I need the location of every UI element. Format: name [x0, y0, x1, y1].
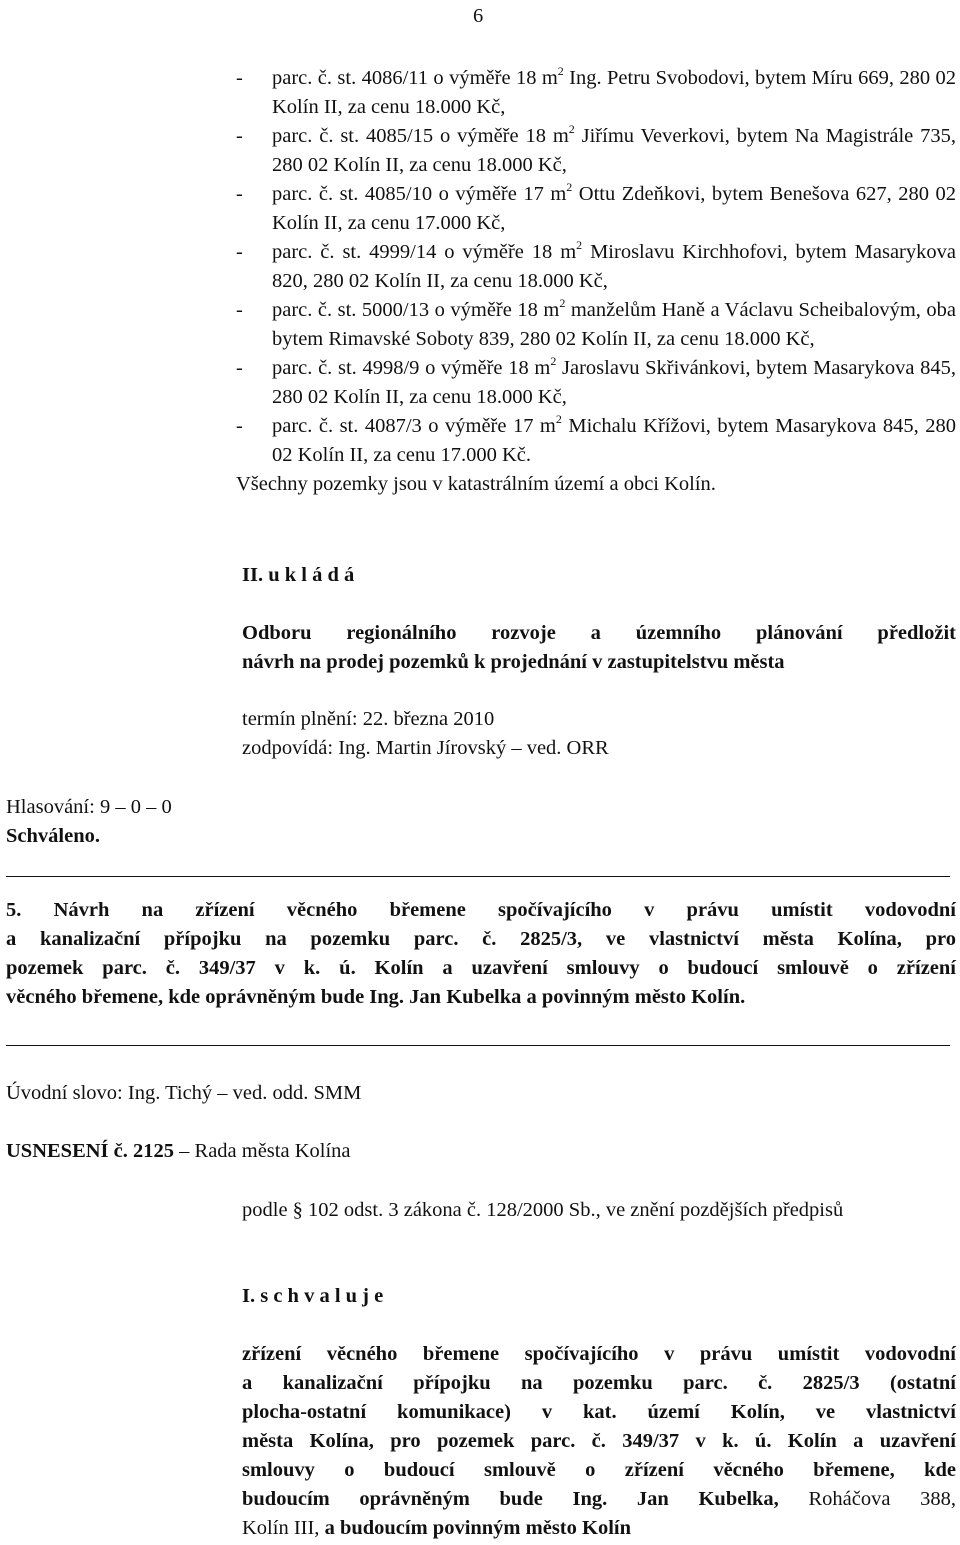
divider: [6, 876, 950, 877]
list-dash: -: [236, 415, 243, 437]
parcel-text: parc. č. st. 4085/10 o výměře 17 m: [272, 183, 567, 205]
deadline-block: [242, 705, 956, 763]
vote-result: Hlasování: 9 – 0 – 0: [6, 796, 172, 818]
intro-word: Úvodní slovo: Ing. Tichý – ved. odd. SMM: [6, 1082, 362, 1104]
resolution-heading: [6, 1137, 351, 1166]
section-ii-heading: II. u k l á d á: [242, 564, 355, 586]
parcel-rest: Michalu Křížovi, bytem Masarykova 845, 280 02 Kolín II, za cenu 17.000 Kč.: [272, 415, 956, 466]
item-5-line: a kanalizační přípojku na pozemku parc. č. 2825/3, ve vlastnictví města Kolína, pro: [6, 928, 956, 950]
superscript: 2: [568, 122, 575, 136]
superscript: 2: [550, 354, 557, 368]
list-dash: -: [236, 357, 243, 379]
resolution-body: – Rada města Kolína: [174, 1140, 351, 1162]
approval-line: smlouvy o budoucí smlouvě o zřízení věcného břemene, kde: [242, 1459, 956, 1481]
parcel-text: parc. č. st. 4087/3 o výměře 17 m: [272, 415, 556, 437]
superscript: 2: [555, 412, 562, 426]
approval-address: Roháčova 388,: [778, 1488, 956, 1510]
approval-line: města Kolína, pro pozemek parc. č. 349/37 v k. ú. Kolín a uzavření: [242, 1430, 956, 1452]
approval-address: Kolín III,: [242, 1517, 320, 1539]
instruction-line: návrh na prodej pozemků k projednání v zastupitelstvu města: [242, 651, 785, 673]
parcel-text: parc. č. st. 5000/13 o výměře 18 m: [272, 299, 560, 321]
list-item: [236, 354, 956, 412]
resolution-number: USNESENÍ č. 2125: [6, 1140, 175, 1162]
parcel-text: parc. č. st. 4085/15 o výměře 18 m: [272, 125, 569, 147]
parcel-list: [236, 64, 956, 499]
parcel-text: parc. č. st. 4998/9 o výměře 18 m: [272, 357, 551, 379]
parcel-rest: manželům Haně a Václavu Scheibalovým, oba bytem Rimavské Soboty 839, 280 02 Kolín II, za cenu 18.000 Kč,: [272, 299, 956, 350]
approval-bold: budoucím oprávněným bude Ing. Jan Kubelka,: [242, 1488, 779, 1510]
list-item: [236, 64, 956, 122]
approval-line: zřízení věcného břemene spočívajícího v právu umístit vodovodní: [242, 1343, 956, 1365]
item-5-line: 5. Návrh na zřízení věcného břemene spočívajícího v právu umístit vodovodní: [6, 899, 956, 921]
parcel-rest: Jaroslavu Skřivánkovi, bytem Masarykova 845, 280 02 Kolín II, za cenu 18.000 Kč,: [272, 357, 956, 408]
parcel-rest: Jiřímu Veverkovi, bytem Na Magistrále 735, 280 02 Kolín II, za cenu 18.000 Kč,: [272, 125, 956, 176]
legal-basis: podle § 102 odst. 3 zákona č. 128/2000 Sb., ve znění pozdějších předpisů: [242, 1199, 844, 1221]
parcel-rest: Miroslavu Kirchhofovi, bytem Masarykova 820, 280 02 Kolín II, za cenu 18.000 Kč,: [272, 241, 956, 292]
list-dash: -: [236, 241, 243, 263]
item-5-line: věcného břemene, kde oprávněným bude Ing. Jan Kubelka a povinným město Kolín.: [6, 986, 746, 1008]
page-number: 6: [473, 5, 484, 27]
list-item: [236, 412, 956, 470]
list-item: [236, 180, 956, 238]
deadline: termín plnění: 22. března 2010: [242, 708, 495, 730]
item-5-title: [6, 896, 956, 1012]
vote-block: [6, 793, 172, 851]
parcel-rest: Ing. Petru Svobodovi, bytem Míru 669, 280 02 Kolín II, za cenu 18.000 Kč,: [272, 67, 956, 118]
item-5-line: pozemek parc. č. 349/37 v k. ú. Kolín a uzavření smlouvy o budoucí smlouvě o zřízení: [6, 957, 956, 979]
approval-line: a kanalizační přípojku na pozemku parc. č. 2825/3 (ostatní: [242, 1372, 956, 1394]
list-dash: -: [236, 183, 243, 205]
parcel-text: parc. č. st. 4086/11 o výměře 18 m: [272, 67, 558, 89]
approve-heading: I. s c h v a l u j e: [242, 1285, 384, 1307]
superscript: 2: [557, 64, 564, 78]
divider: [6, 1045, 950, 1046]
approval-text: [242, 1340, 956, 1543]
parcels-summary: Všechny pozemky jsou v katastrálním území a obci Kolín.: [236, 473, 716, 495]
approval-line: [242, 1514, 956, 1543]
responsible-person: zodpovídá: Ing. Martin Jírovský – ved. ORR: [242, 737, 609, 759]
approval-line: [242, 1485, 956, 1514]
superscript: 2: [559, 296, 566, 310]
superscript: 2: [566, 180, 573, 194]
parcel-text: parc. č. st. 4999/14 o výměře 18 m: [272, 241, 577, 263]
superscript: 2: [576, 238, 583, 252]
list-item: [236, 122, 956, 180]
list-item: [236, 296, 956, 354]
list-dash: -: [236, 67, 243, 89]
approval-line: plocha-ostatní komunikace) v kat. území Kolín, ve vlastnictví: [242, 1401, 956, 1423]
list-dash: -: [236, 299, 243, 321]
list-dash: -: [236, 125, 243, 147]
vote-status: Schváleno.: [6, 825, 100, 847]
parcel-rest: Ottu Zdeňkovi, bytem Benešova 627, 280 02 Kolín II, za cenu 17.000 Kč,: [272, 183, 956, 234]
list-item: [236, 238, 956, 296]
instruction-line: Odboru regionálního rozvoje a územního plánování předložit: [242, 622, 956, 644]
approval-bold: a budoucím povinným město Kolín: [319, 1517, 631, 1539]
section-ii-instruction: [242, 619, 956, 677]
